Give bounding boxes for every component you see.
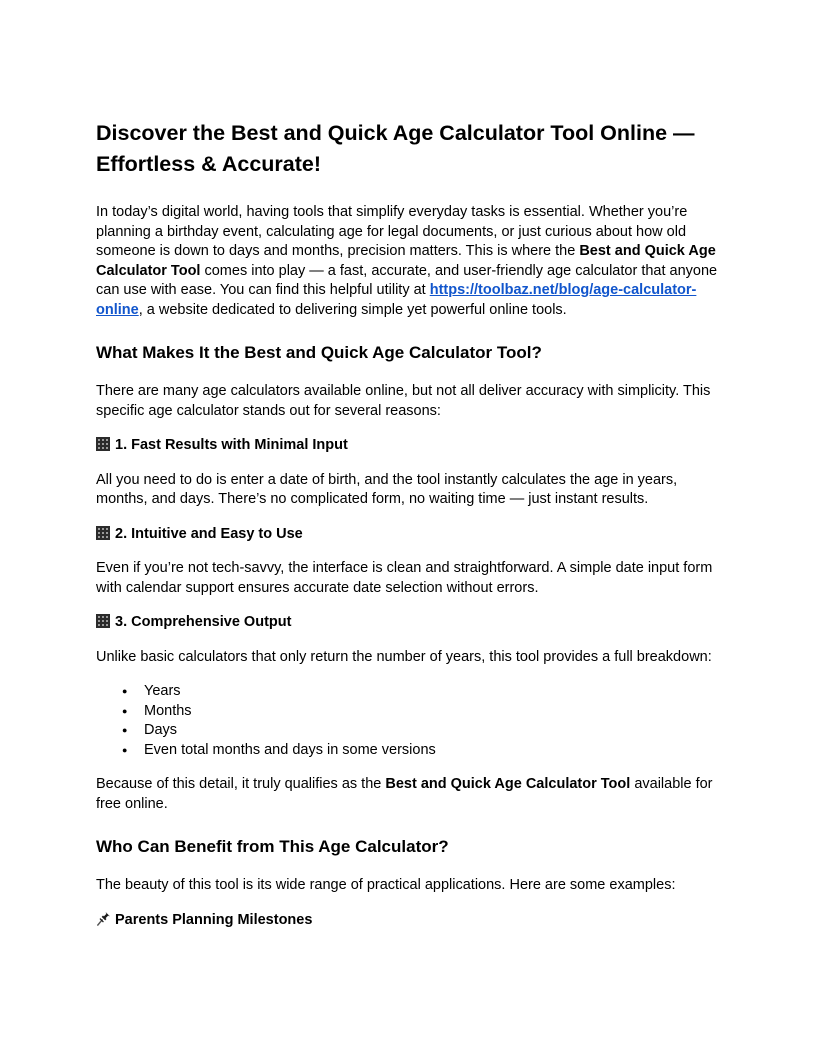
intro-paragraph (96, 203, 724, 320)
item1-text: All you need to do is enter a date of birth, and the tool instantly calculates the age in years, months, and days. There’s no complicated form, no waiting time — just instant results. (96, 471, 678, 507)
section2-item1-heading (96, 911, 724, 931)
intro-text-1: In today’s digital world, having tools that simplify everyday tasks is essential. Whether you’re planning a birthday event, calculating age for legal documents, or just curious about how old someone is down to days and months, precision matters. This is where the (96, 204, 688, 259)
list-item: ● Months (144, 702, 724, 722)
breakdown-list (96, 682, 724, 760)
intro-text-3: , a website dedicated to delivering simple yet powerful online tools. (138, 301, 567, 318)
calendar-icon (96, 437, 110, 451)
toolbaz-link[interactable]: https://toolbaz.net/blog/age-calculator-online (96, 282, 697, 318)
item1-heading-text: 1. Fast Results with Minimal Input (115, 437, 348, 453)
intro-text-2: comes into play — a fast, accurate, and user-friendly age calculator that anyone can use with ease. You can find this helpful utility at (96, 262, 718, 298)
document-title: Discover the Best and Quick Age Calculator Tool Online — Effortless & Accurate! (96, 121, 695, 176)
list-item: ● Years (144, 682, 724, 702)
section2-item1-heading-text: Parents Planning Milestones (115, 911, 313, 928)
conclusion-text-1: Because of this detail, it truly qualifies as the (96, 776, 386, 792)
item3-heading-text: 3. Comprehensive Output (115, 614, 292, 630)
conclusion-paragraph (96, 775, 724, 814)
list-item: ● Days (144, 721, 724, 741)
section1-heading: What Makes It the Best and Quick Age Calculator Tool? (96, 343, 542, 362)
item2-heading-text: 2. Intuitive and Easy to Use (115, 525, 303, 542)
pushpin-icon (96, 912, 110, 926)
document-page (96, 118, 724, 945)
item1-heading (96, 436, 724, 456)
list-item: ● Even total months and days in some versions (144, 741, 724, 761)
conclusion-text-2: available for free online. (96, 776, 713, 812)
item2-heading (96, 525, 724, 545)
section2-intro: The beauty of this tool is its wide range of practical applications. Here are some examples: (96, 877, 676, 893)
item3-heading (96, 613, 724, 633)
conclusion-bold: Best and Quick Age Calculator Tool (385, 776, 631, 792)
intro-bold: Best and Quick Age Calculator Tool (96, 243, 716, 279)
item3-text: Unlike basic calculators that only return the number of years, this tool provides a full breakdown: (96, 648, 712, 665)
item2-text: Even if you’re not tech-savvy, the interface is clean and straightforward. A simple date input form with calendar support ensures accurate date selection without errors. (96, 560, 713, 596)
section2-heading: Who Can Benefit from This Age Calculator? (96, 837, 449, 856)
section1-intro: There are many age calculators available online, but not all deliver accuracy with simplicity. This specific age calculator stands out for several reasons: (96, 383, 711, 419)
calendar-icon (96, 614, 110, 628)
calendar-icon (96, 526, 110, 540)
